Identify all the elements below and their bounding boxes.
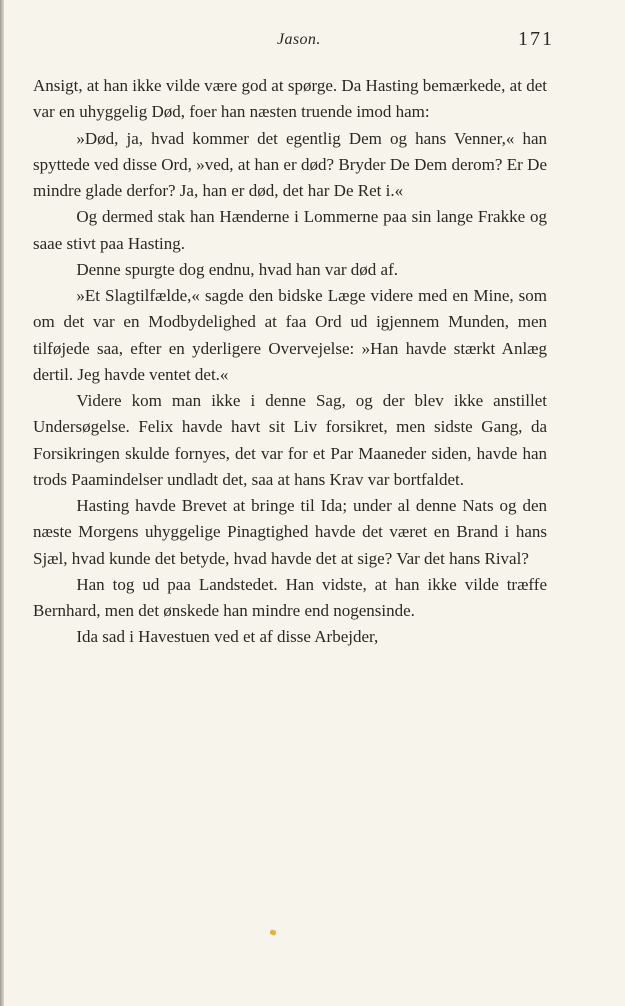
- ink-speck: [269, 929, 276, 936]
- running-header: [30, 28, 554, 56]
- paragraph-6: Videre kom man ikke i denne Sag, og der blev ikke anstillet Undersøgelse. Felix havde havt sit Liv forsikret, men sidste Gang, da Forsikringen skulde fornyes, det var for et Par Maaneder siden, havde han trods Paamindelser undladt det, saa at hans Krav var bortfaldet.: [33, 391, 547, 489]
- page-binding-edge: [0, 0, 4, 1006]
- paragraph-2: »Død, ja, hvad kommer det egentlig Dem og hans Venner,« han spyttede ved disse Ord, »ved, at han er død? Bryder De Dem derom? Er De mindre glade derfor? Ja, han er død, det har De Ret i.«: [33, 128, 547, 200]
- paragraph-5: »Et Slagtilfælde,« sagde den bidske Læge videre med en Mine, som om det var en Modbydelighed at faa Ord ud igjennem Munden, men tilføjede saa, efter en yderligere Overvejelse: »Han havde stærkt Anlæg dertil. Jeg havde ventet det.«: [33, 286, 547, 384]
- paragraph-8: Han tog ud paa Landstedet. Han vidste, at han ikke vilde træffe Bernhard, men det ønskede han mindre end nogensinde.: [33, 574, 547, 620]
- body-text: [33, 73, 547, 651]
- page-number: 171: [518, 28, 554, 50]
- paragraph-9: Ida sad i Havestuen ved et af disse Arbejder,: [76, 627, 379, 647]
- running-title: Jason.: [277, 31, 321, 48]
- paragraph-3: Og dermed stak han Hænderne i Lommerne paa sin lange Frakke og saae stivt paa Hasting.: [33, 207, 547, 253]
- paragraph-4: Denne spurgte dog endnu, hvad han var død af.: [76, 259, 398, 279]
- paragraph-1: Ansigt, at han ikke vilde være god at spørge. Da Hasting bemærkede, at det var en uhyggelig Død, foer han næsten truende imod ham:: [33, 76, 547, 122]
- paragraph-7: Hasting havde Brevet at bringe til Ida; under al denne Nats og den næste Morgens uhyggelige Pinagtighed havde det været en Brand i hans Sjæl, hvad kunde det betyde, hvad havde det at sige? Var det hans Rival?: [33, 496, 547, 568]
